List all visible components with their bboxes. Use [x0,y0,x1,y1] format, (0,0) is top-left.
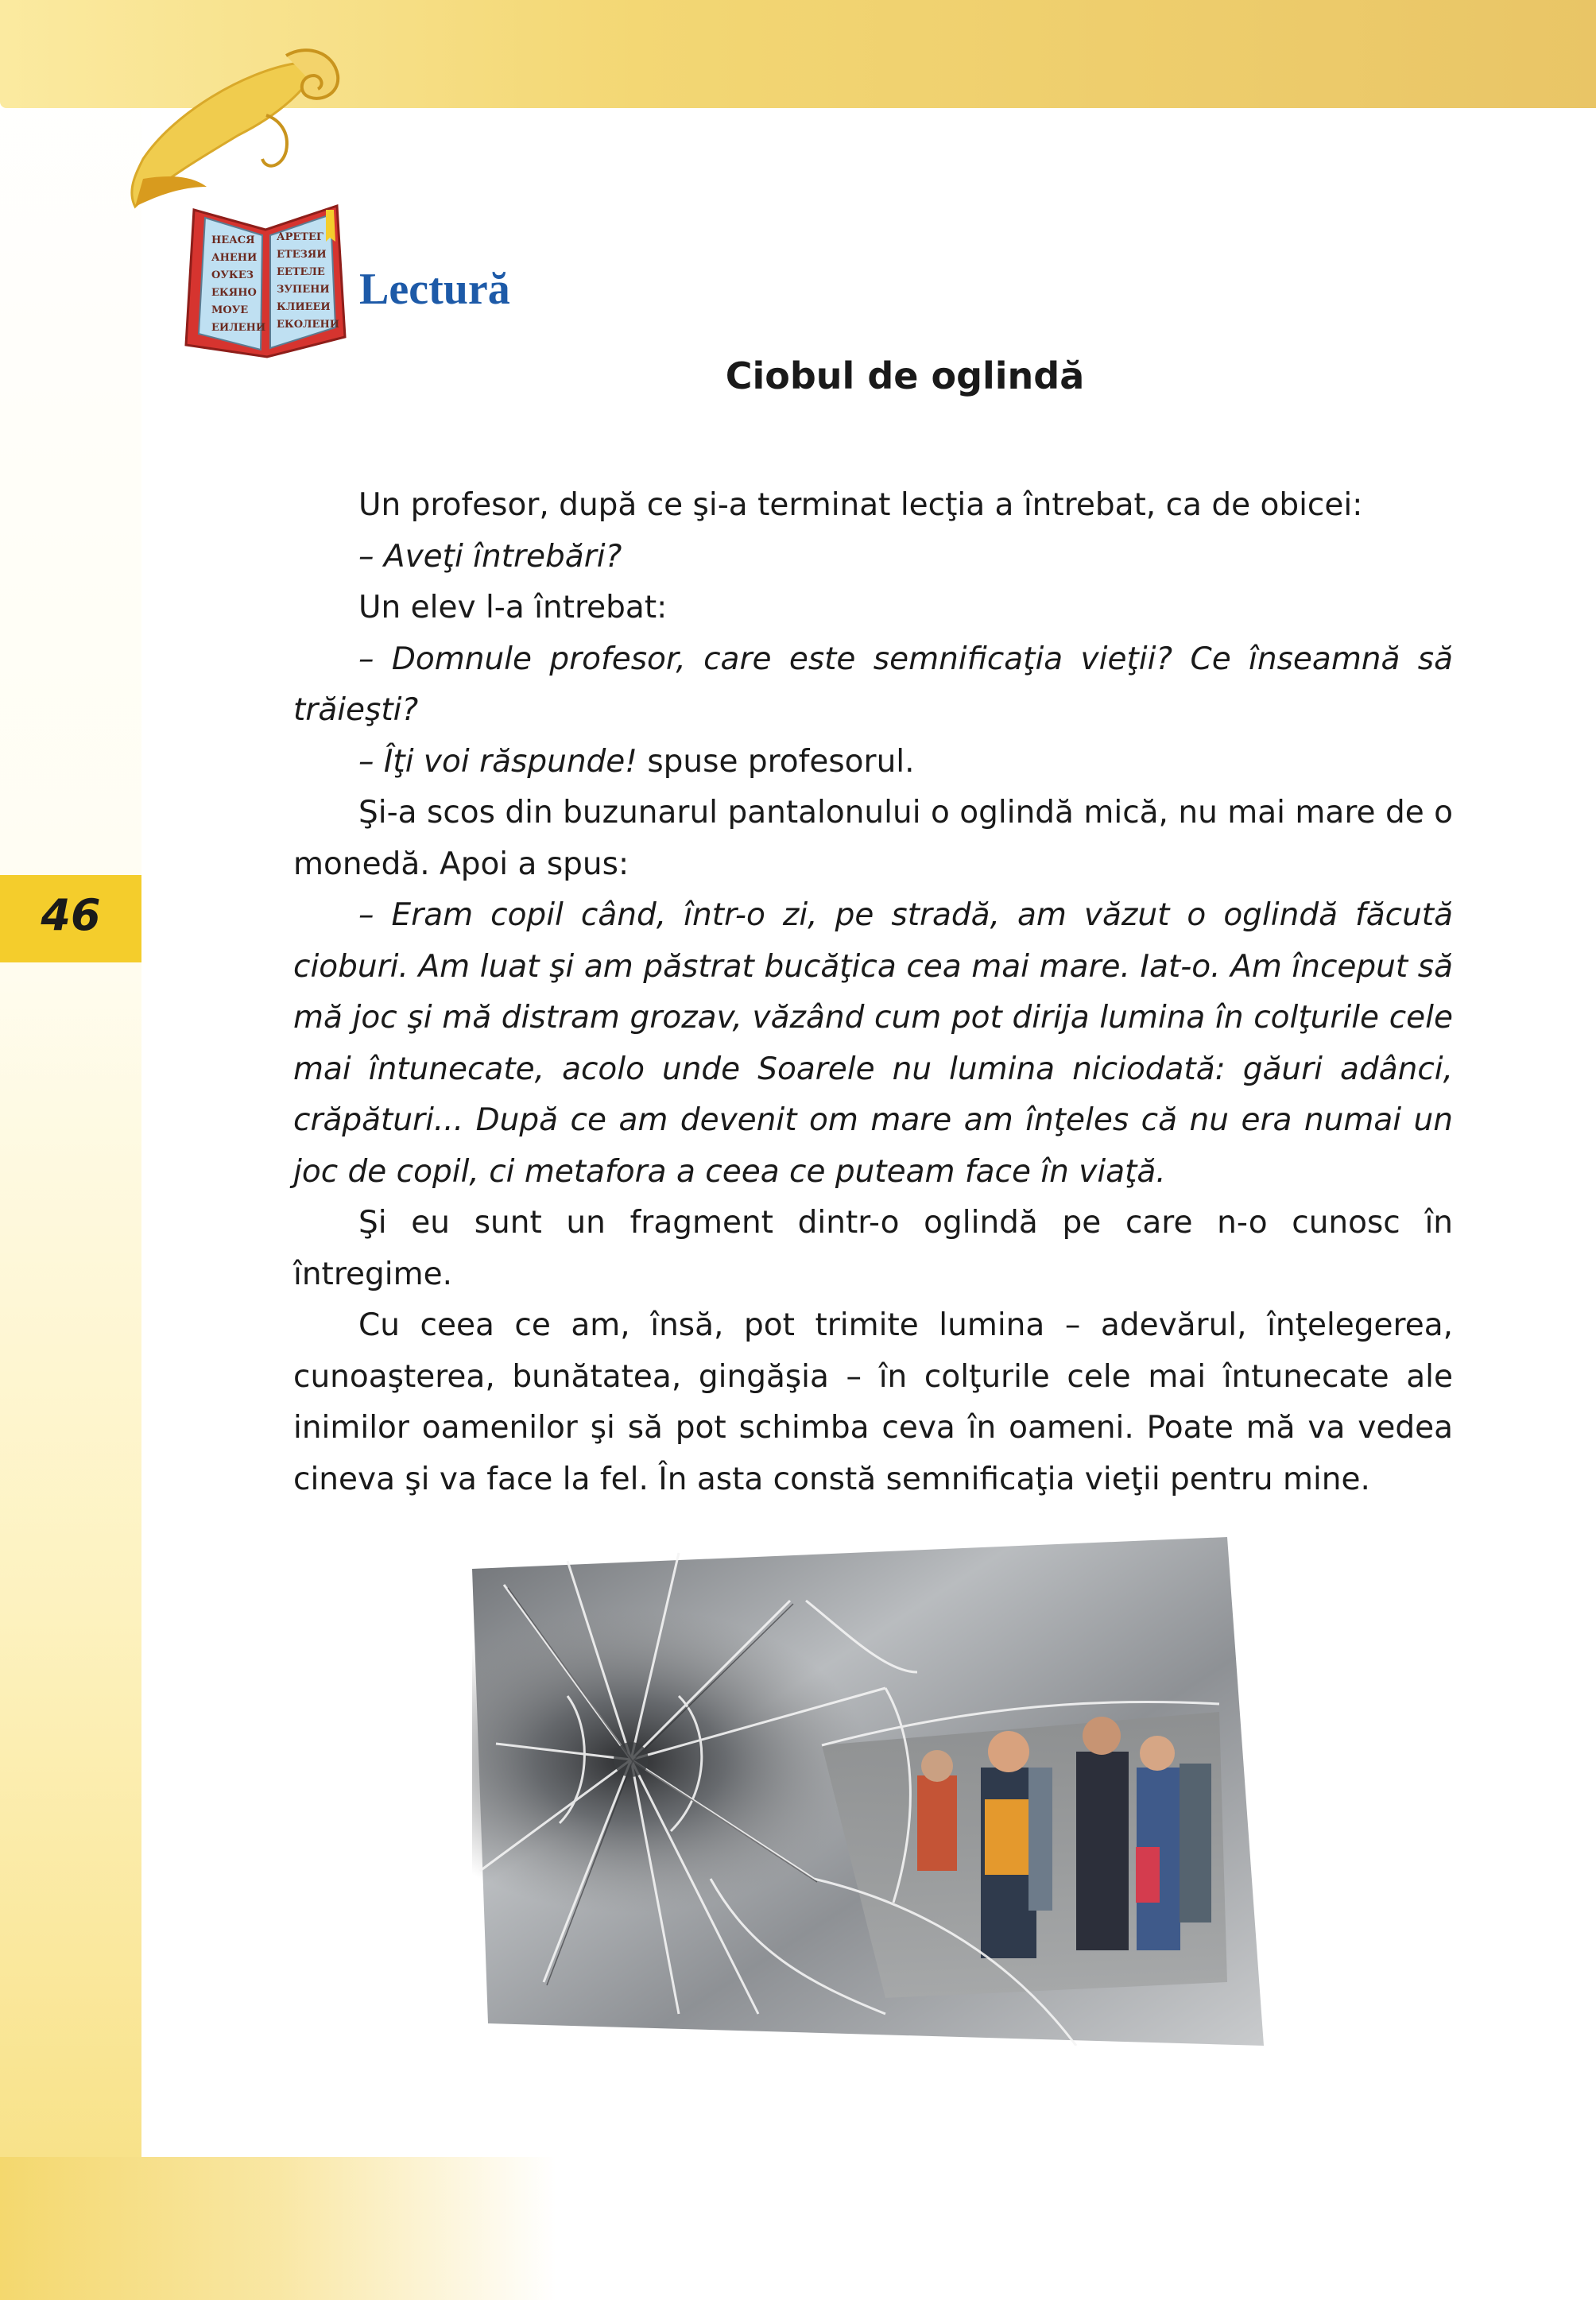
open-book-icon [178,194,353,361]
book-right-line: ЗУПЕНИ [277,284,330,296]
story-reply [293,737,1453,788]
story-paragraph: Un elev l-a întrebat: [358,590,668,625]
book-left-line: ЕКЯНО [211,287,257,299]
book-left-line: ОУКЕЗ [211,269,254,281]
book-left-line: МОУЕ [211,304,249,316]
book-left-line: ЕИЛЕНИ [211,322,266,334]
story-dialogue: – Aveţi întrebări? [358,538,622,575]
story-paragraph: Cu ceea ce am, însă, pot trimite lumina – adevărul, înţelegerea, cunoaşterea, bunătatea, gingăşia – în colţurile cele mai întunecate ale inimilor oamenilor şi să pot schimba ceva în oameni. Poate mă va vedea cineva şi va face la fel. În asta constă semnificaţia vieţii pentru mine. [293,1307,1453,1497]
book-right-line: ЕТЕЗЯИ [277,249,327,261]
story-paragraph: Şi-a scos din buzunarul pantalonului o oglindă mică, nu mai mare de o monedă. Apoi a spus: [293,795,1453,882]
left-margin-strip [0,0,141,2300]
page-number: 46 [41,890,101,940]
book-right-line: АРЕТЕГ [277,231,323,243]
book-left-line: АНЕНИ [211,252,258,264]
book-right-line: ЕЕТЕЛЕ [277,266,325,278]
story-paragraph: Un profesor, după ce şi-a terminat lecţia a întrebat, ca de obicei: [358,487,1363,523]
book-left-line: НЕАСЯ [211,234,255,246]
broken-mirror-photo [472,1537,1264,2046]
story-reply-quote: – Îţi voi răspunde! [358,743,637,780]
book-right-line: КЛИЕЕИ [277,301,331,313]
story-reply-tail: spuse profesorul. [637,743,915,780]
story-text [293,480,1453,1505]
bottom-gradient-band [0,2157,556,2300]
section-heading: Lectură [359,265,510,314]
book-right-line: ЕКОЛЕНИ [277,319,340,331]
story-title: Ciobul de oglindă [725,354,1085,397]
story-dialogue: – Eram copil când, într-o zi, pe stradă, am văzut o oglindă făcută cioburi. Am luat şi am păstrat bucăţica cea mai mare. Iat-o. Am început să mă joc şi mă distram grozav, văzând cum pot dirija lumina în colţurile cele mai întunecate, acolo unde Soarele nu lumina niciodată: găuri adânci, crăpături... După ce am devenit om mare am înţeles că nu era numai un joc de copil, ci metafora a ceea ce puteam face în viaţă. [293,897,1453,1190]
story-paragraph: Şi eu sunt un fragment dintr-o oglindă pe care n-o cunosc în întregime. [293,1205,1453,1292]
story-dialogue: – Domnule profesor, care este semnificaţia vieţii? Ce înseamnă să trăieşti? [293,641,1453,728]
